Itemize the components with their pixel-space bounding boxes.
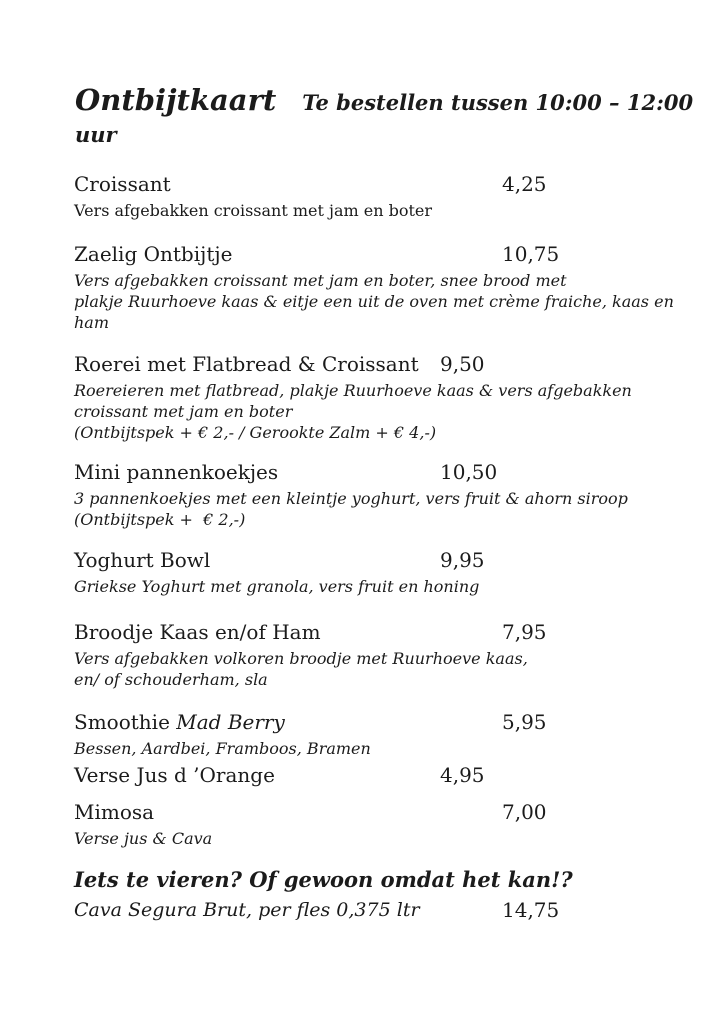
special-item-row	[74, 897, 695, 924]
item-price: 4,95	[440, 763, 485, 787]
item-name-row	[74, 799, 695, 826]
item-description-line: ham	[74, 313, 110, 332]
item-price: 10,50	[440, 460, 498, 484]
item-price: 7,00	[502, 800, 547, 824]
item-description-line: Bessen, Aardbei, Framboos, Bramen	[74, 739, 371, 758]
item-description-line: Vers afgebakken croissant met jam en boter	[74, 201, 433, 220]
page-subtitle-wrap: uur	[75, 122, 117, 147]
item-description-line: (Ontbijtspek + € 2,-)	[74, 510, 246, 529]
item-description	[74, 488, 695, 530]
item-description	[74, 380, 695, 443]
item-price: 10,75	[502, 242, 560, 266]
item-description	[74, 270, 695, 333]
menu-item	[74, 171, 695, 221]
item-description-line: Roereieren met flatbread, plakje Ruurhoeve kaas & vers afgebakken	[74, 381, 632, 400]
menu-item	[74, 459, 695, 530]
item-price: 7,95	[502, 620, 547, 644]
item-name-row	[74, 351, 695, 378]
special-item-price: 14,75	[502, 898, 560, 922]
item-price: 4,25	[502, 172, 547, 196]
item-name-row	[74, 709, 695, 736]
item-name: Broodje Kaas en/of Ham	[74, 620, 321, 644]
menu-item	[74, 762, 695, 789]
menu-item	[74, 709, 695, 759]
item-name-row	[74, 459, 695, 486]
page-title: Ontbijtkaart	[75, 83, 277, 117]
item-name: Roerei met Flatbread & Croissant	[74, 352, 419, 376]
item-price: 9,50	[440, 352, 485, 376]
item-name: Zaelig Ontbijtje	[74, 242, 233, 266]
item-name-row	[74, 547, 695, 574]
item-name-italic: Mad Berry	[176, 710, 285, 734]
item-description	[74, 648, 695, 690]
item-description-line: (Ontbijtspek + € 2,- / Gerookte Zalm + € 4,-)	[74, 423, 437, 442]
item-description	[74, 738, 695, 759]
item-description-line: en/ of schouderham, sla	[74, 670, 268, 689]
item-description-line: plakje Ruurhoeve kaas & eitje een uit de oven met crème fraiche, kaas en	[74, 292, 674, 311]
menu-item	[74, 799, 695, 849]
item-description	[74, 576, 695, 597]
item-description-line: Vers afgebakken volkoren broodje met Ruurhoeve kaas,	[74, 649, 528, 668]
item-name-row	[74, 762, 695, 789]
item-description-line: Verse jus & Cava	[74, 829, 213, 848]
menu-item	[74, 547, 695, 597]
special-section	[74, 866, 695, 924]
item-name: Smoothie	[74, 710, 177, 734]
item-name: Mini pannenkoekjes	[74, 460, 279, 484]
item-description-line: croissant met jam en boter	[74, 402, 293, 421]
page-header	[75, 80, 694, 149]
page-subtitle: Te bestellen tussen 10:00 – 12:00	[302, 90, 694, 115]
item-name: Croissant	[74, 172, 171, 196]
special-item-name: Cava Segura Brut, per fles 0,375 ltr	[74, 899, 420, 921]
item-name: Verse Jus d ’Orange	[74, 763, 275, 787]
item-name-row	[74, 619, 695, 646]
item-description-line: Griekse Yoghurt met granola, vers fruit en honing	[74, 577, 480, 596]
special-heading: Iets te vieren? Of gewoon omdat het kan!?	[74, 867, 573, 892]
item-description	[74, 828, 695, 849]
title-line	[75, 80, 694, 120]
menu-item	[74, 351, 695, 443]
item-description-line: 3 pannenkoekjes met een kleintje yoghurt, vers fruit & ahorn siroop	[74, 489, 628, 508]
item-description	[74, 200, 695, 221]
menu-item	[74, 619, 695, 690]
item-name: Mimosa	[74, 800, 155, 824]
menu-item	[74, 241, 695, 333]
item-name: Yoghurt Bowl	[74, 548, 211, 572]
item-name-row	[74, 241, 695, 268]
item-description-line: Vers afgebakken croissant met jam en boter, snee brood met	[74, 271, 567, 290]
item-name-row	[74, 171, 695, 198]
item-price: 5,95	[502, 710, 547, 734]
item-price: 9,95	[440, 548, 485, 572]
